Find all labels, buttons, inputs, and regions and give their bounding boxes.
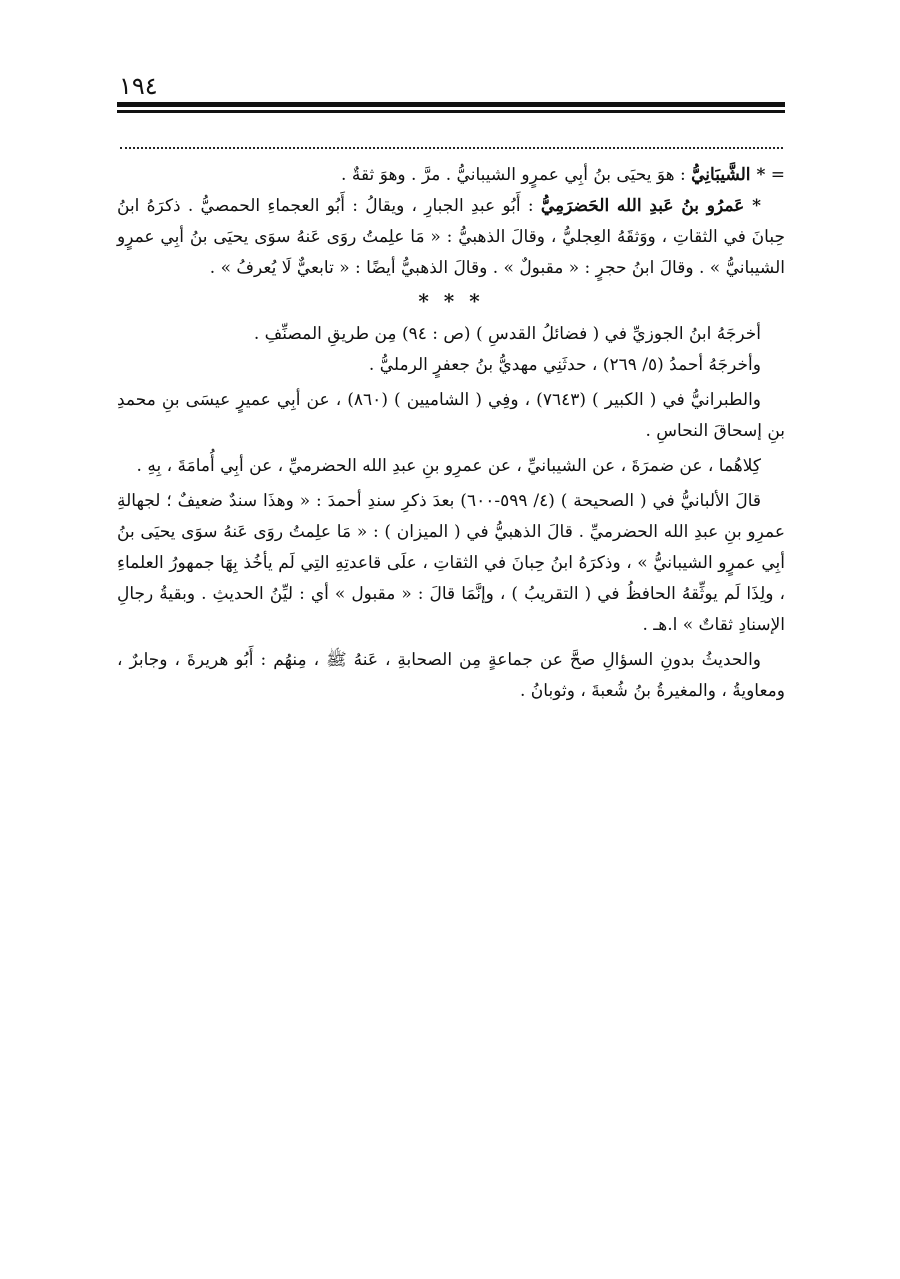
paragraph-conclusion: والحديثُ بدونِ السؤالِ صحَّ عن جماعةٍ مِن الصحابةِ ، عَنهُ ﷺ ، مِنهُم : أَبُو هريرةَ ، وجابرٌ ، ومعاويةُ ، والمغيرةُ بنُ شُعبةَ ، وثوبانُ . <box>117 650 785 701</box>
header-rule-thick <box>117 102 785 107</box>
narrator-name-amr: * عَمرُو بنُ عَبدِ الله الحَضرَمِيُّ <box>540 196 761 216</box>
narrator-name-shaybani: * الشَّيبَانِيُّ <box>691 165 766 185</box>
footnote-line-1 <box>117 160 785 191</box>
paragraph-albani-quote: قالَ الألبانيُّ في ( الصحيحة ) (٤/ ٥٩٩-٦٠٠) بعدَ ذكرِ سندِ أحمدَ : « وهذَا سندٌ ضعيفٌ ؛ لجهالةِ عمرِو بنِ عبدِ الله الحضرميِّ . قالَ الذهبيُّ في ( الميزان ) : « مَا علِمتُ روَى عَنهُ سوَى يحيَى بنُ أبِي عمرٍو الشيبانيُّ » ، وذكرَهُ ابنُ حِبانَ في الثقاتِ ، علَى قاعدتِهِ التِي لَم يأخُذ بِهَا جمهورُ العلماءِ ، ولِذَا لَم يوثِّقهُ الحافظُ في ( التقريبُ ) ، وإنَّمَا قالَ : « مقبول » أي : ليِّنُ الحديثِ . وبقيةُ رجالِ الإسنادِ ثقاتٌ » ا.هـ . <box>117 491 785 635</box>
continuation-mark: = <box>765 165 785 185</box>
footnote-dotted-divider <box>120 147 783 149</box>
paragraph-chain-summary: كِلاهُما ، عن ضمرَةَ ، عن الشيبانيِّ ، عن عمرِو بنِ عبدِ الله الحضرميِّ ، عن أبِي أُمامَةَ ، بِهِ . <box>136 456 761 476</box>
paragraph-takhrij-ibn-jawzi: أخرجَهُ ابنُ الجوزيِّ في ( فضائلُ القدسِ ) (ص : ٩٤) مِن طريقِ المصنِّفِ . <box>253 324 761 344</box>
footnote-line-2 <box>117 191 785 284</box>
page-number: ١٩٤ <box>119 72 158 100</box>
section-separator: * * * <box>418 289 484 313</box>
narrator-desc-shaybani: : هوَ يحيَى بنُ أبِي عمرٍو الشيبانيُّ . مرَّ . وهوَ ثقةٌ . <box>341 165 692 185</box>
page-body <box>117 160 785 707</box>
paragraph-takhrij-tabarani: والطبرانيُّ في ( الكبير ) (٧٦٤٣) ، وفِي ( الشاميين ) (٨٦٠) ، عن أبِي عميرٍ عيسَى بنِ محمدِ بنِ إسحاقَ النحاسِ . <box>117 390 785 441</box>
header-rule-thin <box>117 110 785 113</box>
paragraph-takhrij-ahmad: وأخرجَهُ أحمدُ (٥/ ٢٦٩) ، حدثَنِي مهديُّ بنُ جعفرٍ الرمليُّ . <box>368 355 761 375</box>
narrator-desc-amr: : أَبُو عبدِ الجبارِ ، ويقالُ : أَبُو العجماءِ الحمصيُّ . ذكرَهُ ابنُ حِبانَ في الثقاتِ ، ووَثقَهُ العِجليُّ ، وقالَ الذهبيُّ : « مَا علِمتُ روَى عَنهُ سوَى يحيَى بنُ أبِي عمرٍو الشيبانيُّ » . وقالَ ابنُ حجرٍ : « مقبولٌ » . وقالَ الذهبيُّ أيضًا : « تابعيٌّ لَا يُعرفُ » . <box>117 196 785 278</box>
